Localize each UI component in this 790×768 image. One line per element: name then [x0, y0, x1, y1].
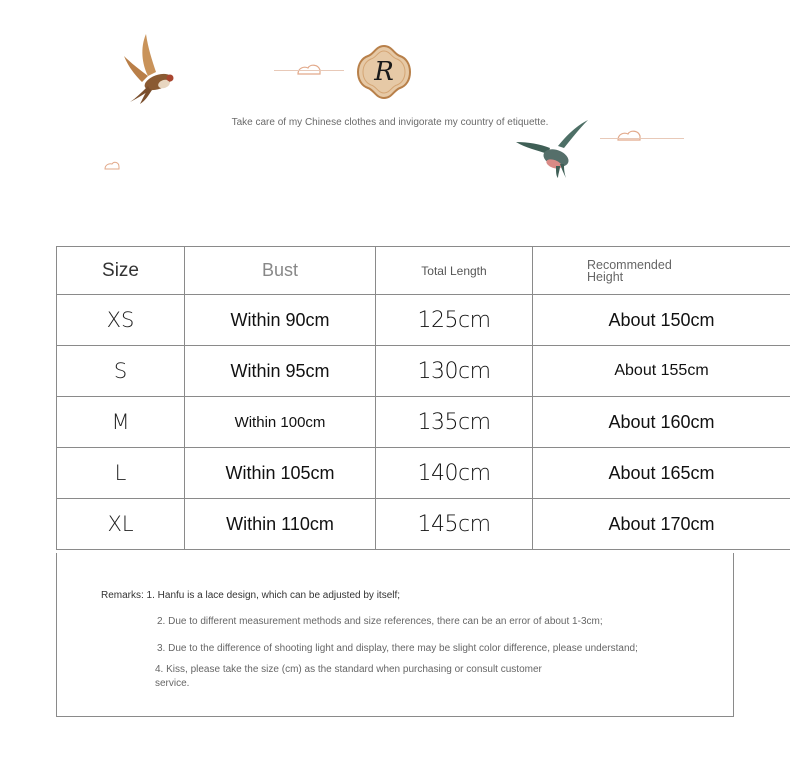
header-recommended-height: [533, 247, 790, 295]
table-row: [57, 295, 790, 346]
header-banner: [0, 0, 790, 230]
cell-length: 130cm: [376, 346, 533, 397]
cloud-icon: [616, 128, 642, 142]
table-row: [57, 346, 790, 397]
size-chart-table: [56, 246, 790, 550]
cell-length: 135cm: [376, 397, 533, 448]
cell-size: XL: [57, 499, 185, 550]
table-row: [57, 448, 790, 499]
remark-line-3: 3. Due to the difference of shooting light and display, there may be slight color difference, please understand;: [157, 643, 638, 654]
header-height-line2: Height: [587, 269, 624, 284]
cloud-icon: [104, 160, 120, 170]
cell-size: XS: [57, 295, 185, 346]
cell-length: 125cm: [376, 295, 533, 346]
swallow-icon: [118, 30, 182, 106]
seal-logo-icon: [356, 44, 412, 100]
remark-line-2: 2. Due to different measurement methods and size references, there can be an error of about 1-3cm;: [157, 616, 603, 627]
table-row: [57, 499, 790, 550]
cell-height: About 160cm: [533, 397, 790, 448]
cell-length: 140cm: [376, 448, 533, 499]
cell-height: About 165cm: [533, 448, 790, 499]
remark-line-4: 4. Kiss, please take the size (cm) as the standard when purchasing or consult customer: [155, 664, 542, 675]
table-row: [57, 397, 790, 448]
decorative-line: [274, 70, 344, 71]
decorative-line: [600, 138, 684, 139]
cell-bust: Within 110cm: [185, 499, 376, 550]
cell-height: About 150cm: [533, 295, 790, 346]
cell-bust: Within 95cm: [185, 346, 376, 397]
cell-height: About 155cm: [533, 346, 790, 397]
remark-line-1: Remarks: 1. Hanfu is a lace design, which can be adjusted by itself;: [101, 590, 401, 601]
logo-letter: R: [374, 57, 394, 87]
remark-line-4-cont: service.: [155, 678, 190, 689]
cell-height: About 170cm: [533, 499, 790, 550]
tagline: Take care of my Chinese clothes and invigorate my country of etiquette.: [231, 117, 549, 128]
header-bust: Bust: [185, 247, 376, 295]
cell-length: 145cm: [376, 499, 533, 550]
cell-bust: Within 100cm: [185, 397, 376, 448]
header-size: Size: [57, 247, 185, 295]
cell-bust: Within 90cm: [185, 295, 376, 346]
remarks-box: [56, 553, 734, 717]
cell-size: M: [57, 397, 185, 448]
table-header-row: [57, 247, 790, 295]
cell-size: L: [57, 448, 185, 499]
header-total-length: Total Length: [376, 247, 533, 295]
cloud-icon: [296, 62, 322, 76]
header-height-line1: Recommended: [587, 257, 672, 272]
cell-size: S: [57, 346, 185, 397]
cell-bust: Within 105cm: [185, 448, 376, 499]
